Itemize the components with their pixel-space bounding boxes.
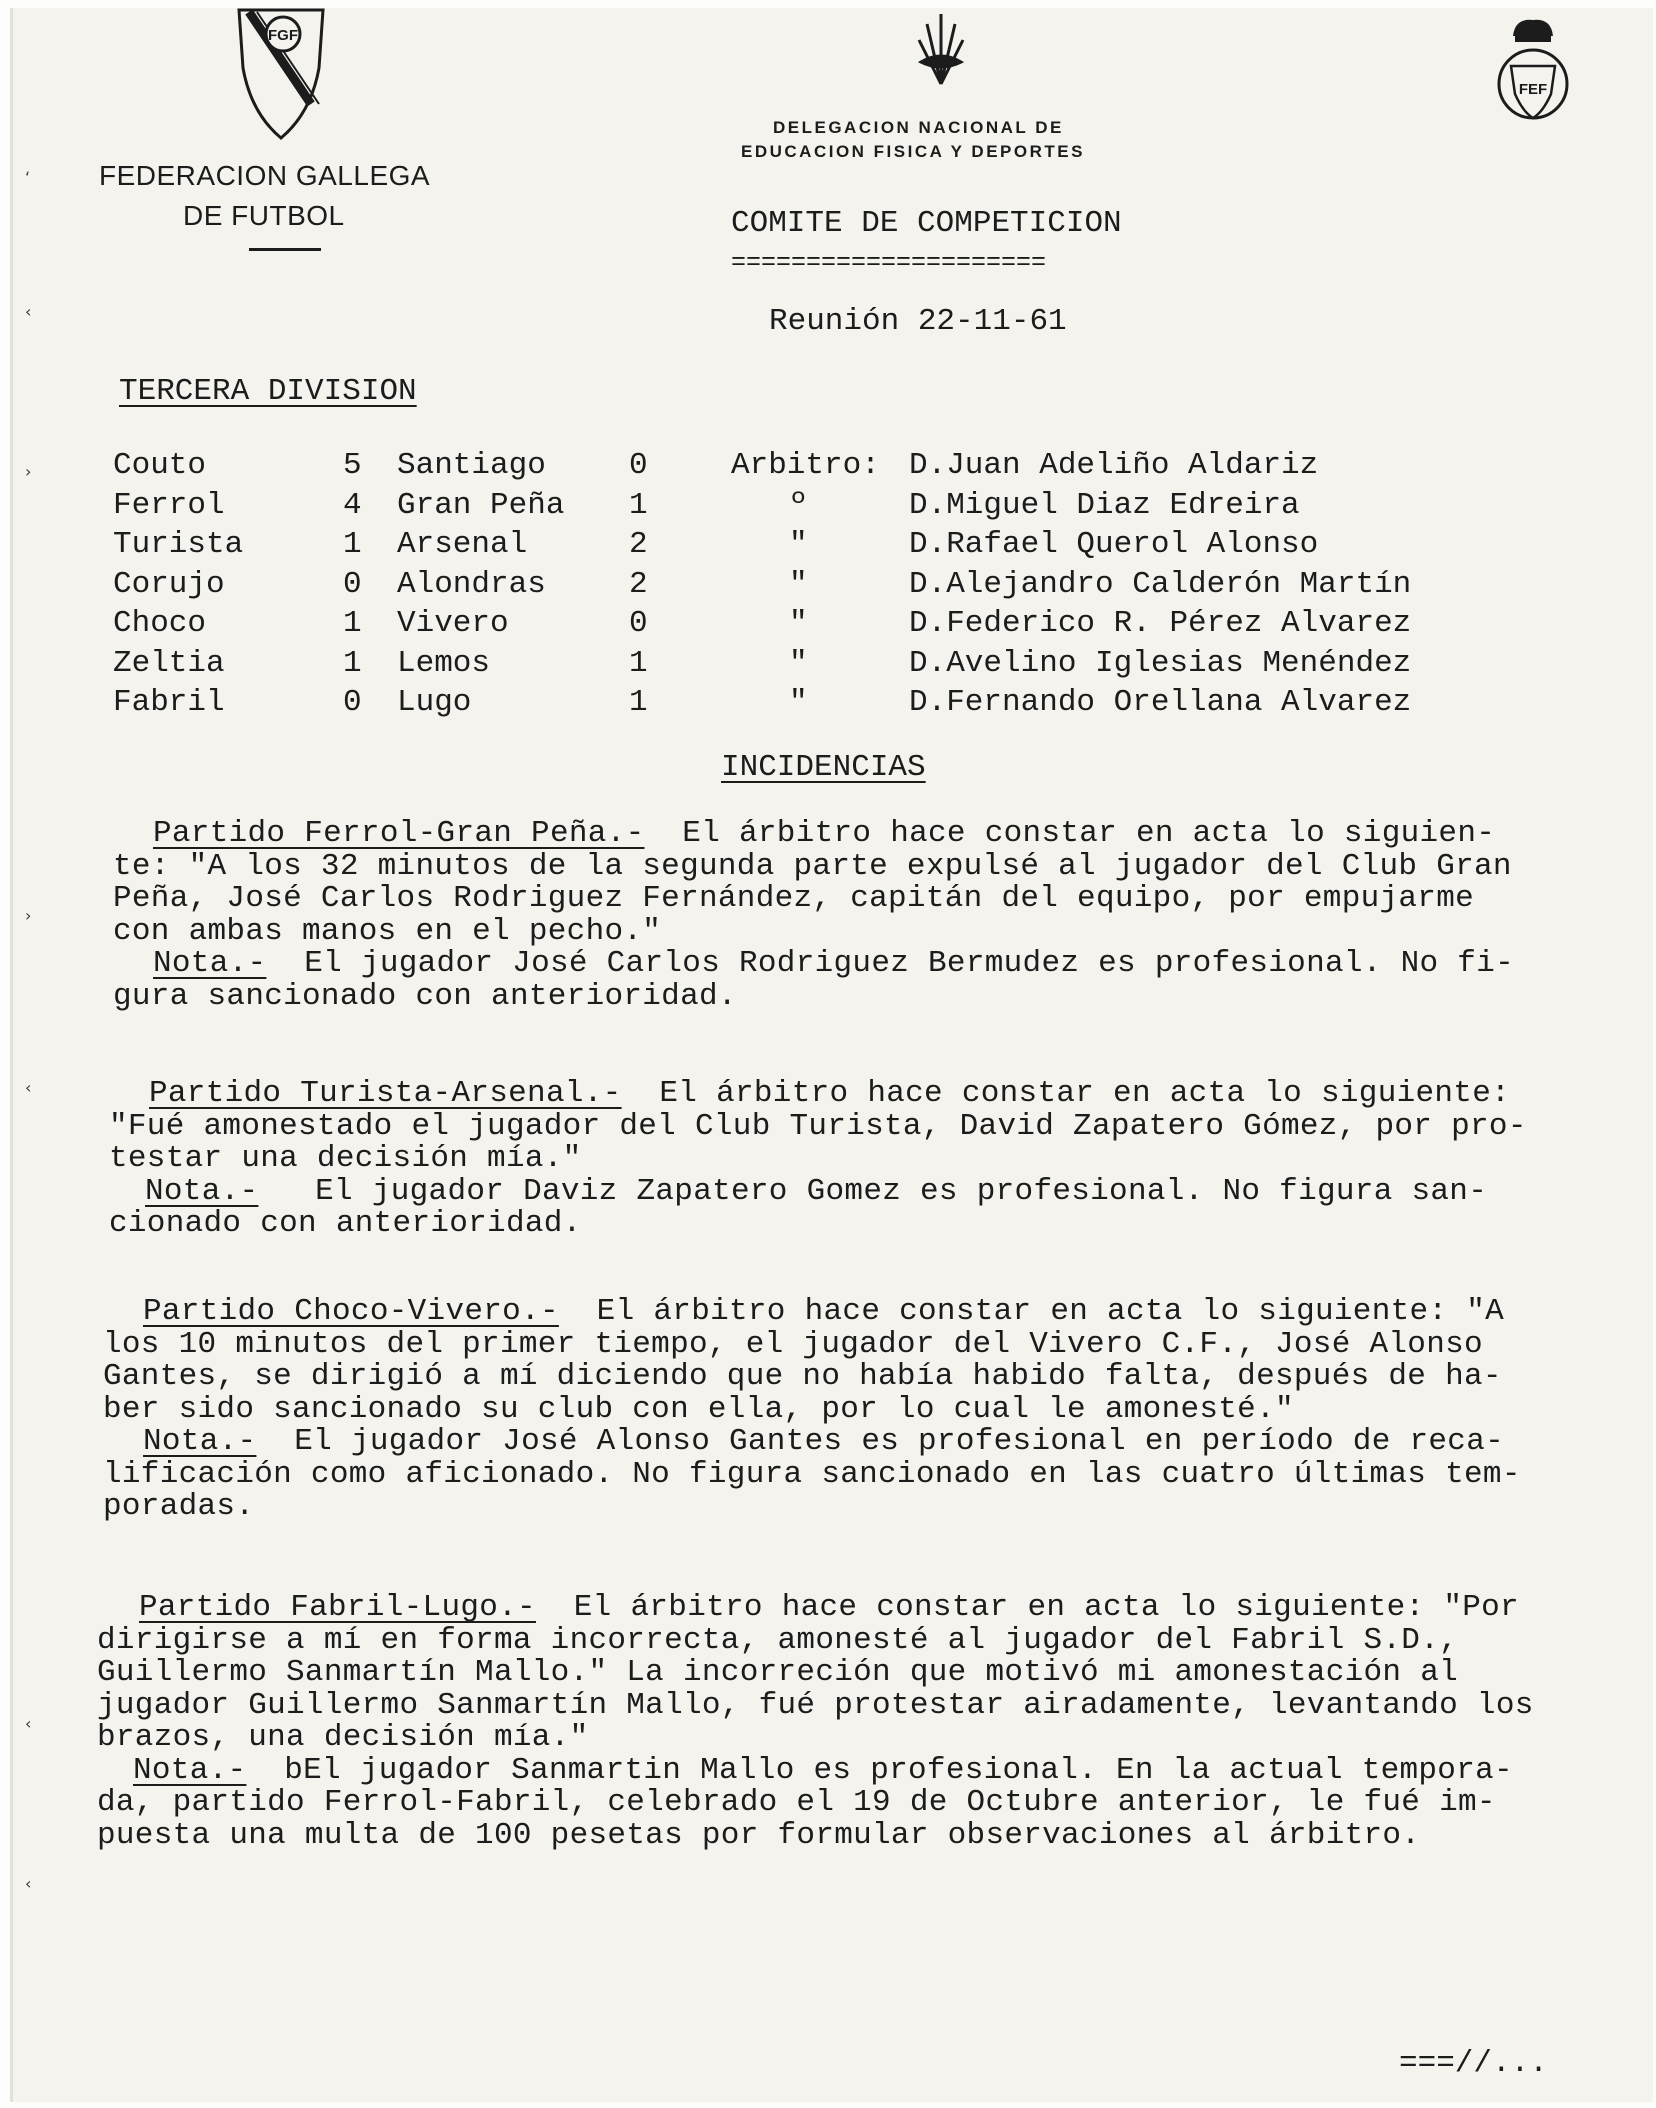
away-goals: 0 xyxy=(629,606,648,641)
away-team: Lugo xyxy=(397,685,472,720)
away-goals: 0 xyxy=(629,448,648,483)
committee-title: COMITE DE COMPETICION xyxy=(731,206,1122,241)
incident-text: El árbitro hace constar en acta lo siguiente: "A xyxy=(558,1294,1505,1329)
margin-mark: ‹ xyxy=(25,302,32,321)
referee-label: º xyxy=(789,487,808,523)
note-first-line xyxy=(145,1174,1487,1209)
header-divider xyxy=(249,248,321,251)
delegation-line1: DELEGACION NACIONAL DE xyxy=(773,118,1064,137)
away-team: Vivero xyxy=(397,606,509,641)
home-goals: 1 xyxy=(343,606,362,641)
home-goals: 4 xyxy=(343,487,362,523)
incident-first-line xyxy=(153,816,1495,851)
home-team: Turista xyxy=(113,527,244,562)
incident-text: El árbitro hace constar en acta lo siguiente: xyxy=(621,1076,1511,1111)
margin-mark: ‹ xyxy=(25,1078,32,1097)
incident-text-line: brazos, una decisión mía." xyxy=(97,1720,589,1755)
note-text-line: puesta una multa de 100 pesetas por formular observaciones al árbitro. xyxy=(97,1817,1421,1853)
incident-first-line xyxy=(149,1076,1510,1111)
incident-label: Partido Fabril-Lugo.- xyxy=(139,1590,536,1625)
note-text-line: lificación como aficionado. No figura sancionado en las cuatro últimas tem- xyxy=(103,1456,1521,1492)
incident-label: Partido Choco-Vivero.- xyxy=(143,1294,559,1329)
continuation-mark: ===//... xyxy=(1399,2046,1548,2081)
away-goals: 1 xyxy=(629,487,648,523)
incident-first-line xyxy=(143,1294,1504,1329)
note-first-line xyxy=(153,946,1514,981)
home-team: Fabril xyxy=(113,685,225,720)
away-goals: 2 xyxy=(629,566,648,602)
referee-label: " xyxy=(789,566,808,602)
home-team: Zeltia xyxy=(113,645,225,681)
referee-name: D.Alejandro Calderón Martín xyxy=(909,566,1412,602)
incident-text-line: "Fué amonestado el jugador del Club Turista, David Zapatero Gómez, por pro- xyxy=(109,1108,1527,1144)
home-goals: 1 xyxy=(343,645,362,681)
referee-label: " xyxy=(789,527,808,562)
referee-name: D.Avelino Iglesias Menéndez xyxy=(909,645,1412,681)
incident-text-line: dirigirse a mí en forma incorrecta, amonesté al jugador del Fabril S.D., xyxy=(97,1622,1459,1658)
referee-label: " xyxy=(789,645,808,681)
incident-text-line: con ambas manos en el pecho." xyxy=(113,913,662,949)
away-goals: 2 xyxy=(629,527,648,562)
note-first-line xyxy=(133,1753,1513,1788)
incident-text: El árbitro hace constar en acta lo siguien- xyxy=(644,816,1496,851)
referee-label: Arbitro: xyxy=(731,448,880,483)
note-label: Nota.- xyxy=(143,1424,257,1459)
away-goals: 1 xyxy=(629,645,648,681)
document-page xyxy=(10,8,1653,2102)
home-goals: 0 xyxy=(343,685,362,720)
note-text: El jugador José Carlos Rodriguez Bermudez es profesional. No fi- xyxy=(266,946,1515,981)
meeting-date: Reunión 22-11-61 xyxy=(769,304,1067,339)
home-goals: 0 xyxy=(343,566,362,602)
yoke-arrows-emblem-icon xyxy=(911,10,971,90)
note-text-line: cionado con anterioridad. xyxy=(109,1206,582,1241)
note-first-line xyxy=(143,1424,1504,1459)
incident-text-line: Guillermo Sanmartín Mallo." La incorreción que motivó mi amonestación al xyxy=(97,1655,1459,1690)
incidents-title: INCIDENCIAS xyxy=(721,750,926,785)
away-team: Gran Peña xyxy=(397,487,565,523)
incident-text-line: Peña, José Carlos Rodriguez Fernández, capitán del equipo, por empujarme xyxy=(113,881,1475,916)
federation-name-line2: DE FUTBOL xyxy=(183,200,345,231)
svg-text:FGF: FGF xyxy=(268,27,298,44)
away-team: Santiago xyxy=(397,448,546,483)
away-team: Arsenal xyxy=(397,527,528,562)
margin-mark: ‹ xyxy=(25,1874,32,1893)
home-team: Corujo xyxy=(113,566,225,602)
federation-name-line1: FEDERACION GALLEGA xyxy=(99,160,431,191)
home-team: Choco xyxy=(113,606,207,641)
incident-text-line: jugador Guillermo Sanmartín Mallo, fué protestar airadamente, levantando los xyxy=(97,1687,1534,1723)
note-text: El jugador José Alonso Gantes es profesional en período de reca- xyxy=(256,1424,1505,1459)
note-label: Nota.- xyxy=(133,1752,247,1788)
away-team: Alondras xyxy=(397,566,546,602)
home-goals: 1 xyxy=(343,527,362,562)
referee-name: D.Miguel Diaz Edreira xyxy=(909,487,1300,523)
incident-text-line: te: "A los 32 minutos de la segunda parte expulsé al jugador del Club Gran xyxy=(113,848,1512,884)
margin-mark: › xyxy=(25,906,32,925)
referee-label: " xyxy=(789,685,808,720)
division-title: TERCERA DIVISION xyxy=(119,374,417,409)
federation-crest-icon xyxy=(231,8,331,140)
away-team: Lemos xyxy=(397,645,491,681)
delegation-line2: EDUCACION FISICA Y DEPORTES xyxy=(741,142,1085,161)
home-team: Couto xyxy=(113,448,207,483)
incident-label: Partido Turista-Arsenal.- xyxy=(149,1076,622,1111)
margin-mark: › xyxy=(25,462,32,481)
incident-text-line: ber sido sancionado su club con ella, por lo cual le amonesté." xyxy=(103,1391,1294,1427)
home-goals: 5 xyxy=(343,448,362,483)
referee-name: D.Juan Adeliño Aldariz xyxy=(909,448,1319,483)
incident-text-line: Gantes, se dirigió a mí diciendo que no había habido falta, después de ha- xyxy=(103,1359,1502,1394)
note-text-line: poradas. xyxy=(103,1489,255,1524)
committee-title-rule: ===================== xyxy=(731,248,1047,277)
referee-name: D.Federico R. Pérez Alvarez xyxy=(909,606,1412,641)
incident-text: El árbitro hace constar en acta lo siguiente: "Por xyxy=(535,1590,1519,1625)
incident-first-line xyxy=(139,1590,1519,1625)
home-team: Ferrol xyxy=(113,487,225,523)
note-label: Nota.- xyxy=(145,1173,259,1209)
incident-text-line: testar una decisión mía." xyxy=(109,1141,582,1176)
note-label: Nota.- xyxy=(153,946,267,981)
margin-mark: ‘ xyxy=(25,168,31,187)
referee-name: D.Rafael Querol Alonso xyxy=(909,527,1319,562)
margin-mark: ‹ xyxy=(25,1714,32,1733)
incident-text-line: los 10 minutos del primer tiempo, el jugador del Vivero C.F., José Alonso xyxy=(103,1326,1483,1362)
incident-label: Partido Ferrol-Gran Peña.- xyxy=(153,816,645,851)
svg-text:FEF: FEF xyxy=(1518,81,1548,98)
note-text: El jugador Daviz Zapatero Gomez es profesional. No figura san- xyxy=(258,1173,1488,1209)
away-goals: 1 xyxy=(629,685,648,720)
spanish-federation-crest-icon xyxy=(1493,14,1573,126)
note-text-line: da, partido Ferrol-Fabril, celebrado el 19 de Octubre anterior, le fué im- xyxy=(97,1785,1496,1820)
note-text: bEl jugador Sanmartin Mallo es profesional. En la actual tempora- xyxy=(246,1752,1513,1788)
referee-name: D.Fernando Orellana Alvarez xyxy=(909,685,1412,720)
note-text-line: gura sancionado con anterioridad. xyxy=(113,978,737,1014)
referee-label: " xyxy=(789,606,808,641)
